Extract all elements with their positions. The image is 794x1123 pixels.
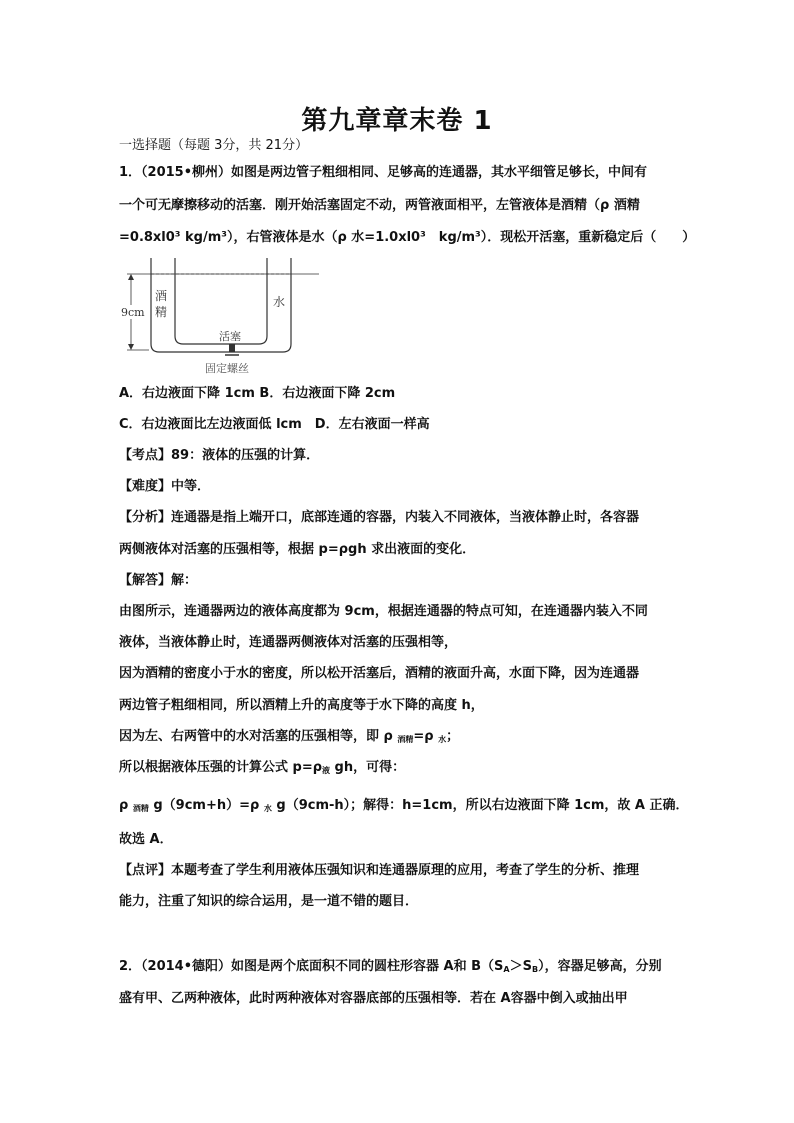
screw-label: 固定螺丝: [205, 362, 249, 375]
text-run: ；: [446, 729, 460, 744]
piston-icon: [229, 344, 235, 352]
q1-options-line-1: A．右边液面下降 1cm B．右边液面下降 2cm: [119, 386, 396, 401]
text-run: g（9cm+h）=ρ: [148, 798, 264, 813]
q1-solution-line-6: [119, 759, 679, 780]
q1-difficulty: 【难度】中等．: [119, 479, 211, 494]
q1-stem-line-1: 1．（2015•柳州）如图是两边管子粗细相同、足够高的连通器，其水平细管足够长，中间有: [119, 165, 648, 180]
arrow-down-icon: [128, 344, 134, 350]
height-label: 9cm: [121, 306, 145, 319]
text-run: =ρ: [413, 729, 439, 744]
q1-analysis-line-2: 两侧液体对活塞的压强相等，根据 p=ρgh 求出液面的变化．: [119, 542, 476, 557]
text-run: 所以根据液体压强的计算公式 p=ρ: [119, 760, 323, 775]
text-run: 因为左、右两管中的水对活塞的压强相等，即 ρ: [119, 729, 398, 744]
arrow-up-icon: [128, 274, 134, 280]
text-run: ρ: [119, 798, 133, 813]
text-run: 2．（2014•德阳）如图是两个底面积不同的圆柱形容器 A和 B（S: [119, 959, 504, 974]
subscript: 液: [322, 766, 331, 775]
q1-solution-line-3: 因为酒精的密度小于水的密度，所以松开活塞后，酒精的液面升高，水面下降，因为连通器: [119, 666, 640, 681]
q1-stem-line-2: 一个可无摩擦移动的活塞．刚开始活塞固定不动，两管液面相平，左管液体是酒精（ρ 酒精: [119, 198, 640, 213]
subscript: B: [532, 965, 539, 974]
communicating-vessel-figure: [119, 252, 319, 378]
q1-solution-line-4: 两边管子粗细相同，所以酒精上升的高度等于水下降的高度 h，: [119, 698, 484, 713]
q1-point: 【考点】89：液体的压强的计算．: [119, 448, 320, 463]
text-run: g（9cm-h）；解得：h=1cm，所以右边液面下降 1cm，故 A 正确．: [271, 798, 689, 813]
piston-label: 活塞: [219, 330, 241, 343]
page-title: 第九章章末卷 1: [301, 106, 493, 136]
q1-comment-line-2: 能力，注重了知识的综合运用，是一道不错的题目．: [119, 894, 419, 909]
left-liquid-label-2: 精: [155, 305, 168, 319]
section-heading: 一选择题（每题 3分，共 21分）: [119, 138, 309, 153]
q2-stem-line-1: [119, 958, 679, 979]
q1-conclusion: 故选 A．: [119, 832, 173, 847]
subscript: 酒精: [132, 804, 149, 813]
q2-stem-line-2: 盛有甲、乙两种液体，此时两种液体对容器底部的压强相等．若在 A容器中倒入或抽出甲: [119, 991, 628, 1006]
text-run: gh，可得：: [330, 760, 406, 775]
text-run: ＞S: [509, 959, 532, 974]
text-run: ），容器足够高，分别: [538, 959, 662, 974]
q1-options-line-2: C．右边液面比左边液面低 lcm D．左右液面一样高: [119, 417, 430, 432]
q1-stem-line-3: =0.8xl0³ kg/m³），右管液体是水（ρ 水=1.0xl0³ kg/m³）．现松开活塞，重新稳定后（ ）: [119, 230, 696, 245]
right-liquid-label: 水: [273, 295, 286, 309]
q1-solution-line-2: 液体，当液体静止时，连通器两侧液体对活塞的压强相等，: [119, 635, 458, 650]
q1-analysis-line-1: 【分析】连通器是指上端开口，底部连通的容器，内装入不同液体，当液体静止时，各容器: [119, 510, 640, 525]
q1-answer-heading: 【解答】解：: [119, 573, 198, 588]
subscript: 水: [263, 804, 272, 813]
q1-solution-line-1: 由图所示，连通器两边的液体高度都为 9cm，根据连通器的特点可知，在连通器内装入不同: [119, 604, 648, 619]
subscript: A: [503, 965, 510, 974]
q1-solution-line-7: [119, 797, 689, 818]
q1-solution-line-5: [119, 728, 679, 749]
left-liquid-label-1: 酒: [155, 289, 168, 303]
q1-comment-line-1: 【点评】本题考查了学生利用液体压强知识和连通器原理的应用，考查了学生的分析、推理: [119, 863, 640, 878]
subscript: 酒精: [397, 735, 414, 744]
subscript: 水: [438, 735, 447, 744]
